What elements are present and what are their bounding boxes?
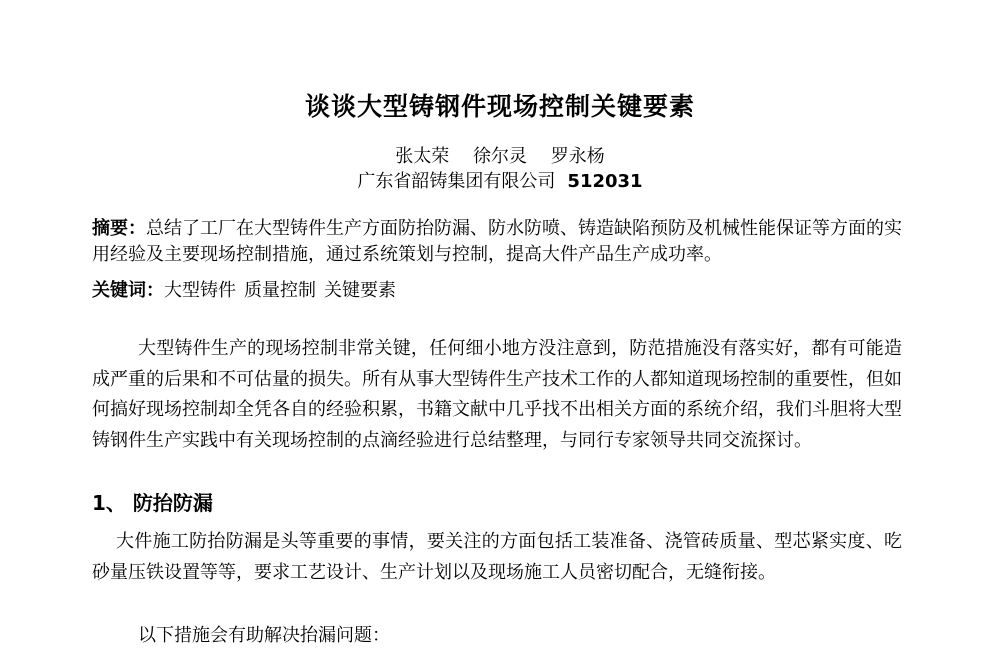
section-lead-in: 以下措施会有助解决抬漏问题： <box>138 625 390 646</box>
keywords-label: 关键词： <box>92 280 164 301</box>
intro-paragraph: 大型铸件生产的现场控制非常关键，任何细小地方没注意到，防范措施没有落实好，都有可能造成严重的后果和不可估量的损失。所有从事大型铸件生产技术工作的人都知道现场控制的重要性，但如何搞好现场控制却全凭各自的经验积累，书籍文献中几乎找不出相关方面的系统介绍，我们斗胆将大型铸钢件生产实践中有关现场控制的点滴经验进行总结整理，与同行专家领导共同交流探讨。 <box>92 338 902 451</box>
abstract <box>92 216 902 268</box>
abstract-text: 总结了工厂在大型铸件生产方面防抬防漏、防水防喷、铸造缺陷预防及机械性能保证等方面的实用经验及主要现场控制措施，通过系统策划与控制，提高大件产品生产成功率。 <box>92 218 902 265</box>
abstract-label: 摘要： <box>92 218 146 239</box>
section-paragraph: 大件施工防抬防漏是头等重要的事情，要关注的方面包括工装准备、浇管砖质量、型芯紧实度、吃砂量压铁设置等等，要求工艺设计、生产计划以及现场施工人员密切配合，无缝衔接。 <box>92 531 902 583</box>
affiliation <box>0 171 1000 193</box>
paper-title: 谈谈大型铸钢件现场控制关键要素 <box>304 92 695 121</box>
author-name: 罗永杨 <box>550 146 605 167</box>
keyword: 大型铸件 <box>164 280 236 301</box>
section-heading: 1、 防抬防漏 <box>92 491 213 515</box>
author-name: 张太荣 <box>395 146 450 167</box>
author-list <box>0 146 1000 168</box>
author-name: 徐尔灵 <box>473 146 527 167</box>
affiliation-org: 广东省韶铸集团有限公司 <box>357 171 556 192</box>
affiliation-postcode: 512031 <box>567 171 643 192</box>
keyword: 关键要素 <box>324 280 396 301</box>
keyword: 质量控制 <box>244 280 316 301</box>
keywords <box>92 278 902 304</box>
